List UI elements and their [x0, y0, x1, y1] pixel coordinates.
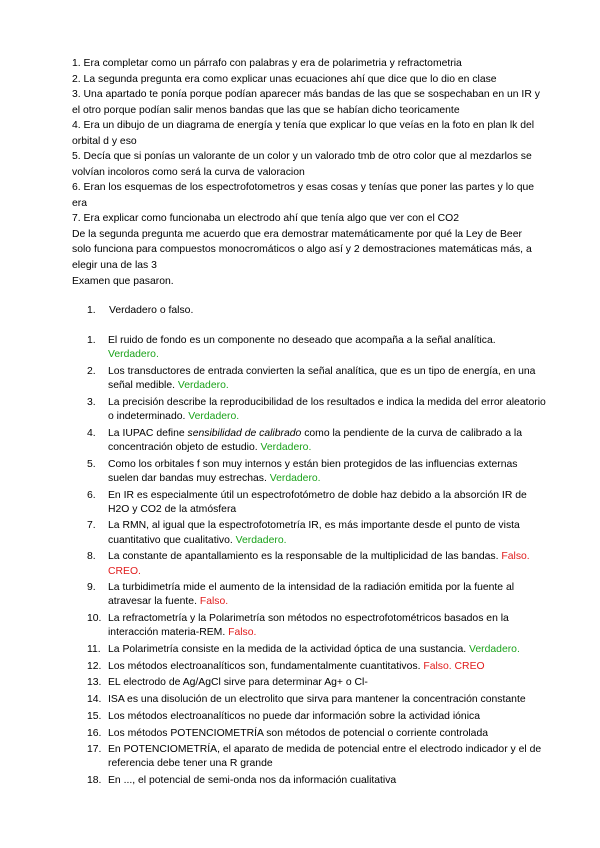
question-item: [87, 581, 547, 609]
question-number: 9.: [87, 582, 96, 594]
question-item: [87, 727, 547, 741]
question-list: [87, 334, 547, 791]
question-item: [87, 612, 547, 640]
question-number: 7.: [87, 520, 96, 532]
question-text: En IR es especialmente útil un espectrofotómetro de doble haz debido a la absorción IR de H2O y CO2 de la atmósfera: [108, 489, 527, 515]
note-line: De la segunda pregunta me acuerdo que era demostrar matemáticamente por qué la Ley de Beer solo funciona para compuestos monocromáticos o algo así y 2 demostraciones matemáticas más, a elegir una de las 3: [72, 228, 532, 271]
question-text: Los métodos electroanalíticos son, fundamentalmente cuantitativos.: [108, 660, 421, 672]
question-number: 17.: [87, 744, 102, 756]
question-item: [87, 676, 547, 690]
question-text: El ruido de fondo es un componente no deseado que acompaña a la señal analítica.: [108, 335, 496, 346]
question-item: [87, 710, 547, 724]
section-heading: [87, 305, 193, 316]
note-line: 5. Decía que si ponías un valorante de un color y un valorado tmb de otro color que al mezdarlos se volvían incoloros como será la curva de valoracion: [72, 151, 532, 178]
question-number: 3.: [87, 396, 96, 408]
question-number: 18.: [87, 775, 102, 787]
question-item: [87, 743, 547, 771]
question-item: [87, 334, 547, 362]
question-text: Los métodos POTENCIOMETRÍA son métodos de potencial o corriente controlada: [108, 727, 489, 739]
question-answer: Verdadero.: [469, 644, 520, 656]
section-number: 1.: [87, 305, 96, 316]
question-answer: Verdadero.: [188, 411, 240, 423]
question-text: En ..., el potencial de semi-onda nos da información cualitativa: [108, 775, 397, 787]
question-term: sensibilidad de calibrado: [187, 427, 302, 439]
question-item: [87, 693, 547, 707]
question-item: [87, 774, 547, 788]
question-answer: Verdadero.: [235, 534, 287, 546]
question-item: [87, 519, 547, 547]
question-answer: Falso. CREO.: [108, 551, 530, 577]
question-text: Los métodos electroanalíticos no puede dar información sobre la actividad iónica: [108, 710, 480, 722]
question-item: [87, 643, 547, 657]
question-text: Los transductores de entrada convierten la señal analítica, que es un tipo de energía, en una señal medible.: [108, 365, 536, 392]
question-text: ISA es una disolución de un electrolito que sirva para mantener la concentración constante: [108, 694, 526, 706]
question-number: 10.: [87, 613, 102, 625]
question-item: [87, 458, 547, 486]
question-answer: Verdadero.: [177, 380, 229, 392]
question-item: [87, 396, 547, 424]
question-number: 5.: [87, 458, 96, 470]
question-number: 15.: [87, 710, 102, 722]
section-label: Verdadero o falso.: [109, 305, 194, 316]
exam-notes: [72, 56, 542, 273]
exam-title: Examen que pasaron.: [72, 276, 174, 287]
question-number: 11.: [87, 644, 101, 656]
question-answer: Verdadero.: [260, 441, 312, 453]
question-answer: Verdadero.: [269, 472, 321, 484]
question-text: como la pendiente de la curva de calibrado a la concentración objeto de estudio.: [108, 427, 522, 453]
question-number: 2.: [87, 365, 96, 377]
question-number: 13.: [87, 677, 102, 689]
question-text: Como los orbitales f son muy internos y están bien protegidos de las influencias externas suelen dar bandas muy estrechas.: [108, 458, 518, 484]
question-number: 14.: [87, 694, 102, 706]
note-line: 4. Era un dibujo de un diagrama de energía y tenía que explicar lo que veías en la foto en plan lk del orbital d y eso: [72, 120, 535, 147]
question-text: La IUPAC define: [108, 427, 188, 439]
question-item: [87, 427, 547, 455]
question-text: La refractometría y la Polarimetría son métodos no espectrofotométricos basados en la interacción materia-REM.: [108, 613, 509, 639]
question-item: [87, 489, 547, 517]
note-line: 6. Eran los esquemas de los espectrofotometros y esas cosas y tenías que poner las partes y lo que era: [72, 182, 535, 209]
question-number: 4.: [87, 427, 96, 439]
question-number: 8.: [87, 551, 96, 563]
question-number: 12.: [87, 660, 102, 672]
question-text: En POTENCIOMETRÍA, el aparato de medida de potencial entre el electrodo indicador y el de referencia debe tener una R grande: [108, 744, 542, 770]
note-line: 7. Era explicar como funcionaba un electrodo ahí que tenía algo que ver con el CO2: [72, 213, 460, 224]
question-text: La Polarimetría consiste en la medida de la actividad óptica de una sustancia.: [108, 644, 467, 656]
question-text: La turbidimetría mide el aumento de la intensidad de la radiación emitida por la fuente al atravesar la fuente.: [108, 582, 515, 608]
note-line: 2. La segunda pregunta era como explicar unas ecuaciones ahí que dice que lo dio en clase: [72, 73, 497, 85]
question-text: La RMN, al igual que la espectrofotometría IR, es más importante desde el punto de vista cuantitativo que cualitativo.: [108, 520, 520, 546]
question-item: [87, 550, 547, 578]
question-number: 1.: [87, 335, 96, 346]
question-answer: Verdadero.: [108, 349, 159, 361]
question-text: La constante de apantallamiento es la responsable de la multiplicidad de las bandas.: [108, 551, 499, 563]
note-line: 1. Era completar como un párrafo con palabras y era de polarimetria y refractometria: [72, 58, 462, 69]
question-answer: Falso.: [199, 596, 229, 608]
question-number: 16.: [87, 727, 102, 739]
question-text: La precisión describe la reproducibilidad de los resultados e indica la medida del error aleatorio o indeterminado.: [108, 396, 546, 423]
question-text: EL electrodo de Ag/AgCl sirve para determinar Ag+ o Cl-: [108, 677, 368, 689]
question-number: 6.: [87, 489, 96, 501]
question-item: [87, 660, 547, 674]
question-answer: Falso. CREO: [423, 660, 485, 672]
note-line: 3. Una apartado te ponía porque podían aparecer más bandas de las que se sospechaban en un IR y el otro porque podían salir menos bandas que las que se habían dicho teoricamente: [72, 89, 540, 116]
question-item: [87, 365, 547, 393]
question-answer: Falso.: [228, 627, 257, 639]
